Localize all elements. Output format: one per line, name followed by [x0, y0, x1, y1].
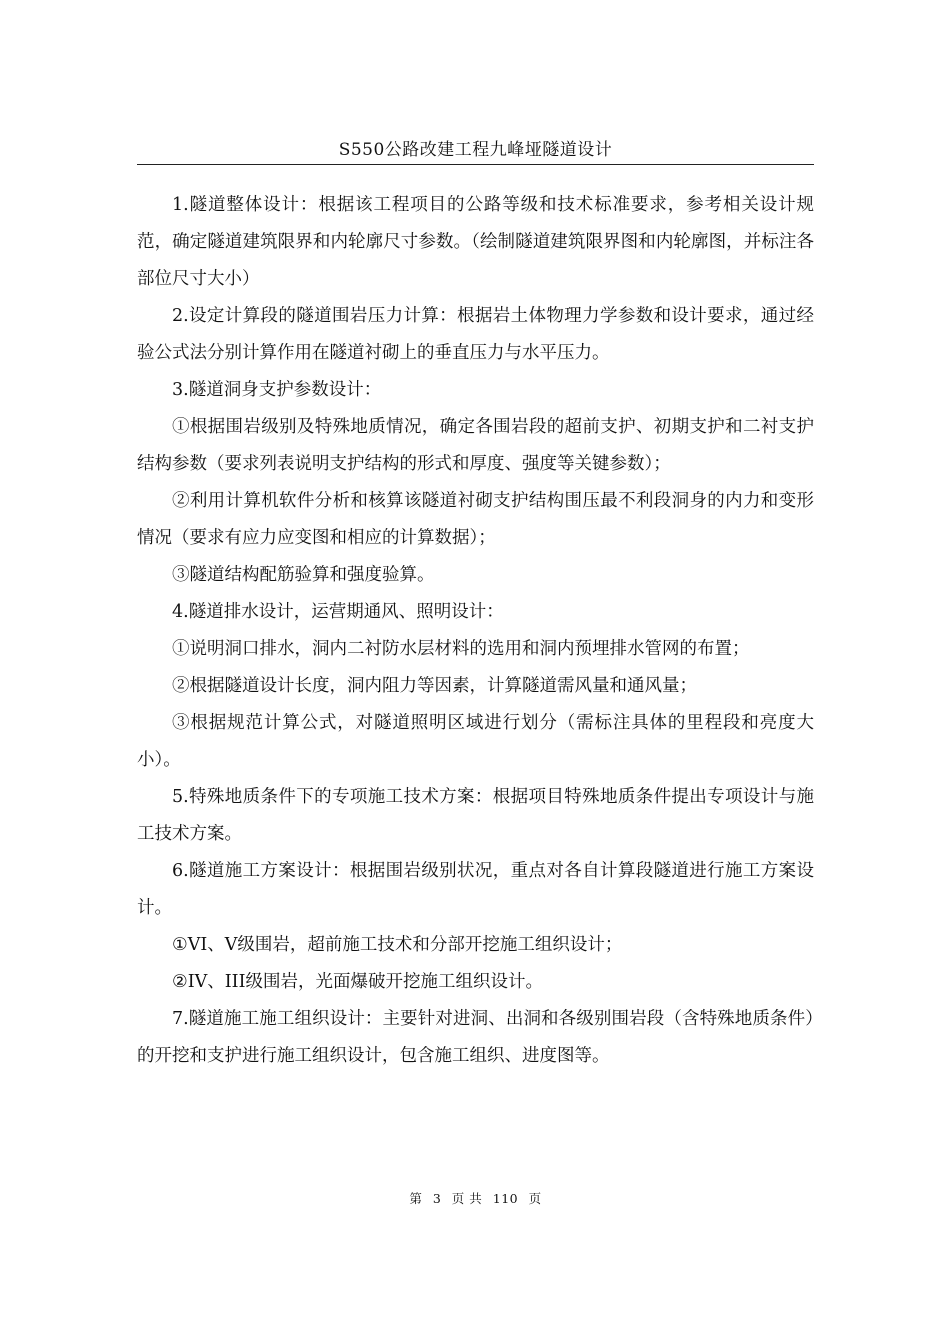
footer-suffix: 页 [528, 1191, 542, 1206]
paragraph: ①VI、V级围岩，超前施工技术和分部开挖施工组织设计； [172, 935, 623, 955]
paragraph: ①根据围岩级别及特殊地质情况，确定各围岩段的超前支护、初期支护和二衬支护结构参数（要求列表说明支护结构的形式和厚度、强度等关键参数）； [137, 417, 814, 474]
current-page-number: 3 [432, 1191, 442, 1206]
paragraph: ③隧道结构配筋验算和强度验算。 [172, 565, 435, 585]
page-number-footer [137, 1190, 814, 1208]
footer-prefix: 第 [409, 1191, 423, 1206]
paragraph: ①说明洞口排水，洞内二衬防水层材料的选用和洞内预埋排水管网的布置； [172, 639, 750, 659]
paragraph: 5.特殊地质条件下的专项施工技术方案：根据项目特殊地质条件提出专项设计与施工技术方案。 [137, 787, 814, 844]
paragraph: 1.隧道整体设计：根据该工程项目的公路等级和技术标准要求，参考相关设计规范，确定隧道建筑限界和内轮廓尺寸参数。（绘制隧道建筑限界图和内轮廓图，并标注各部位尺寸大小） [137, 195, 814, 289]
paragraph: ②IV、III级围岩，光面爆破开挖施工组织设计。 [172, 972, 543, 992]
paragraph: 3.隧道洞身支护参数设计： [172, 380, 382, 400]
paragraph: ②利用计算机软件分析和核算该隧道衬砌支护结构围压最不利段洞身的内力和变形情况（要求有应力应变图和相应的计算数据）； [137, 491, 814, 548]
paragraph: ③根据规范计算公式，对隧道照明区域进行划分（需标注具体的里程段和亮度大小）。 [137, 713, 814, 770]
body-text [137, 187, 814, 1075]
page-header-title: S550公路改建工程九峰垭隧道设计 [338, 140, 613, 160]
paragraph: 2.设定计算段的隧道围岩压力计算：根据岩土体物理力学参数和设计要求，通过经验公式法分别计算作用在隧道衬砌上的垂直压力与水平压力。 [137, 306, 814, 363]
footer-middle: 页 共 [451, 1191, 483, 1206]
paragraph: 6.隧道施工方案设计：根据围岩级别状况，重点对各自计算段隧道进行施工方案设计。 [137, 861, 814, 918]
paragraph: 7.隧道施工施工组织设计：主要针对进洞、出洞和各级别围岩段（含特殊地质条件）的开挖和支护进行施工组织设计，包含施工组织、进度图等。 [137, 1009, 814, 1066]
total-page-count: 110 [492, 1191, 519, 1206]
header-divider [137, 164, 814, 165]
paragraph: ②根据隧道设计长度，洞内阻力等因素，计算隧道需风量和通风量； [172, 676, 697, 696]
paragraph: 4.隧道排水设计，运营期通风、照明设计： [172, 602, 504, 622]
